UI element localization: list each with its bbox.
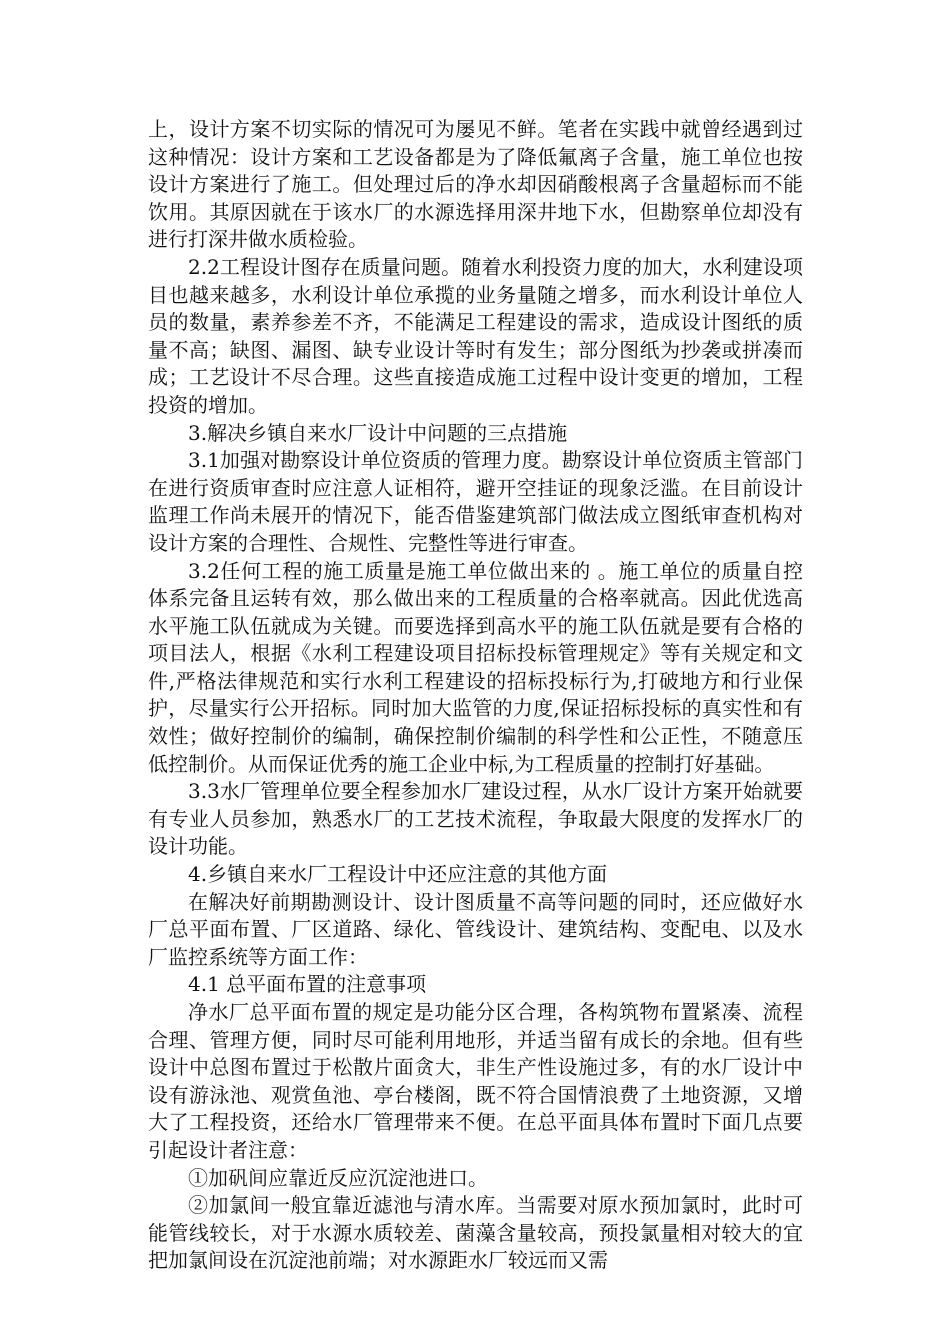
document-page bbox=[148, 116, 803, 1275]
paragraph-2-2: 2.2工程设计图存在质量问题。随着水利投资力度的加大，水利建设项目也越来越多，水利设计单位承揽的业务量随之增多，而水利设计单位人员的数量，素养参差不齐，不能满足工程建设的需求，造成设计图纸的质量不高；缺图、漏图、缺专业设计等时有发生；部分图纸为抄袭或拼凑而成；工艺设计不尽合理。这些直接造成施工过程中设计变更的增加，工程投资的增加。 bbox=[148, 254, 803, 417]
list-item-2: ②加氯间一般宜靠近滤池与清水库。当需要对原水预加氯时，此时可能管线较长，对于水源水质较差、菌藻含量较高，预投氯量相对较大的宜把加氯间设在沉淀池前端；对水源距水厂较远而又需 bbox=[148, 1193, 803, 1273]
section-heading-4: 4.乡镇自来水厂工程设计中还应注意的其他方面 bbox=[188, 862, 608, 887]
paragraph-3-3: 3.3水厂管理单位要全程参加水厂建设过程，从水厂设计方案开始就要有专业人员参加，熟悉水厂的工艺技术流程，争取最大限度的发挥水厂的设计功能。 bbox=[148, 779, 803, 859]
paragraph-4-1: 净水厂总平面布置的规定是功能分区合理，各构筑物布置紧凑、流程合理、管理方便，同时尽可能利用地形，并适当留有成长的余地。但有些设计中总图布置过于松散片面贪大，非生产性设施过多，有的水厂设计中设有游泳池、观赏鱼池、亭台楼阁，既不符合国情浪费了土地资源，又增大了工程投资，还给水厂管理带来不便。在总平面具体布置时下面几点要引起设计者注意： bbox=[148, 1000, 803, 1162]
section-heading-3: 3.解决乡镇自来水厂设计中问题的三点措施 bbox=[188, 420, 568, 445]
paragraph-continuation: 上，设计方案不切实际的情况可为屡见不鲜。笔者在实践中就曾经遇到过这种情况：设计方案和工艺设备都是为了降低氟离子含量，施工单位也按设计方案进行了施工。但处理过后的净水却因硝酸根离子含量超标而不能饮用。其原因就在于该水厂的水源选择用深井地下水，但勘察单位却没有进行打深井做水质检验。 bbox=[148, 117, 803, 252]
paragraph-3-2: 3.2任何工程的施工质量是施工单位做出来的 。施工单位的质量自控体系完备且运转有效，那么做出来的工程质量的合格率就高。因此优选高水平施工队伍就成为关键。而要选择到高水平的施工队伍就是要有合格的项目法人，根据《水利工程建设项目招标投标管理规定》等有关规定和文件,严格法律规范和实行水利工程建设的招标投标行为,打破地方和行业保护，尽量实行公开招标。同时加大监管的力度,保证招标投标的真实性和有效性；做好控制价的编制，确保控制价编制的科学性和公正性，不随意压低控制价。从而保证优秀的施工企业中标,为工程质量的控制打好基础。 bbox=[148, 558, 803, 776]
paragraph-4-intro: 在解决好前期勘测设计、设计图质量不高等问题的同时，还应做好水厂总平面布置、厂区道路、绿化、管线设计、建筑结构、变配电、以及水厂监控系统等方面工作： bbox=[148, 889, 803, 969]
list-item-1: ①加矾间应靠近反应沉淀池进口。 bbox=[188, 1165, 488, 1190]
subsection-heading-4-1: 4.1 总平面布置的注意事项 bbox=[188, 972, 427, 997]
paragraph-3-1: 3.1加强对勘察设计单位资质的管理力度。勘察设计单位资质主管部门在进行资质审查时应注意人证相符，避开空挂证的现象泛滥。在目前设计监理工作尚未展开的情况下，能否借鉴建筑部门做法成立图纸审查机构对设计方案的合理性、合规性、完整性等进行审查。 bbox=[148, 448, 803, 555]
